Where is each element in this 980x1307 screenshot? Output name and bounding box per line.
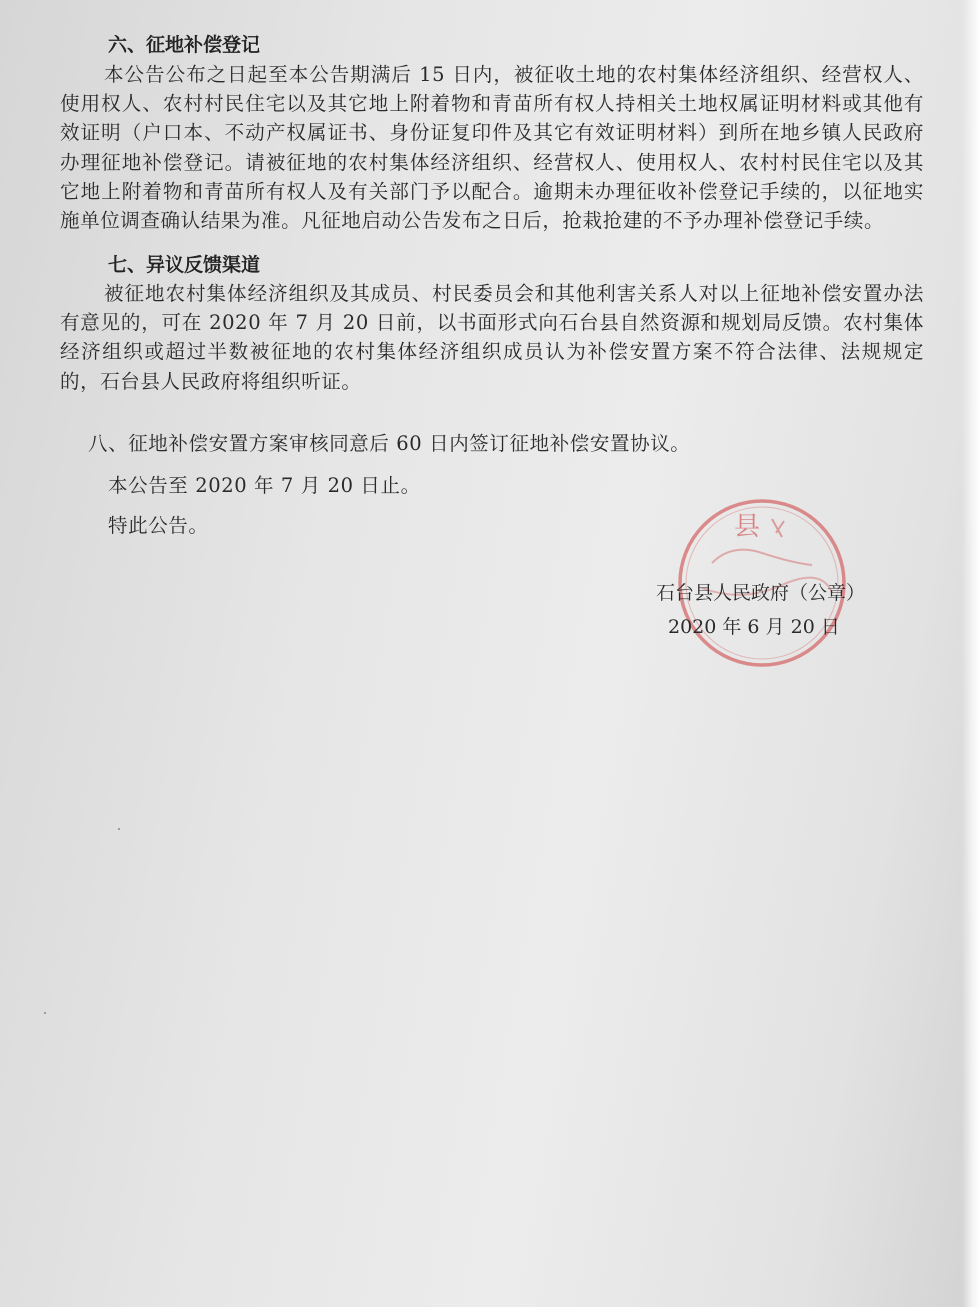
closing-period: 本公告至 2020 年 7 月 20 日止。 bbox=[108, 474, 421, 497]
section6-body: 本公告公布之日起至本公告期满后 15 日内，被征收土地的农村集体经济组织、经营权人、使用权人、农村村民住宅以及其它地上附着物和青苗所有权人持相关土地权属证明材料或其他有效证明（户口本、不动产权属证书、身份证复印件及其它有效证明材料）到所在地乡镇人民政府办理征地补偿登记。请被征地的农村集体经济组织、经营权人、使用权人、农村村民住宅以及其它地上附着物和青苗所有权人及有关部门予以配合。逾期未办理征收补偿登记手续的，以征地实施单位调查确认结果为准。凡征地启动公告发布之日后，抢栽抢建的不予办理补偿登记手续。 bbox=[60, 63, 924, 233]
section6-heading: 六、征地补偿登记 bbox=[108, 34, 261, 56]
page-edge bbox=[962, 0, 980, 1307]
section7-heading: 七、异议反馈渠道 bbox=[108, 254, 261, 276]
section7-body: 被征地农村集体经济组织及其成员、村民委员会和其他利害关系人对以上征地补偿安置办法有意见的，可在 2020 年 7 月 20 日前，以书面形式向石台县自然资源和规划局反馈。农村集体经济组织或超过半数被征地的农村集体经济组织成员认为补偿安置方案不符合法律、法规规定的，石台县人民政府将组织听证。 bbox=[60, 282, 924, 393]
paper-speck bbox=[44, 1012, 46, 1014]
paper-speck bbox=[118, 828, 120, 830]
section8-text: 八、征地补偿安置方案审核同意后 60 日内签订征地补偿安置协议。 bbox=[88, 432, 691, 455]
issue-date: 2020 年 6 月 20 日 bbox=[668, 616, 840, 638]
issuer-name: 石台县人民政府（公章） bbox=[656, 582, 866, 604]
seal-text: 县 bbox=[734, 512, 761, 542]
closing-notice: 特此公告。 bbox=[108, 514, 209, 537]
